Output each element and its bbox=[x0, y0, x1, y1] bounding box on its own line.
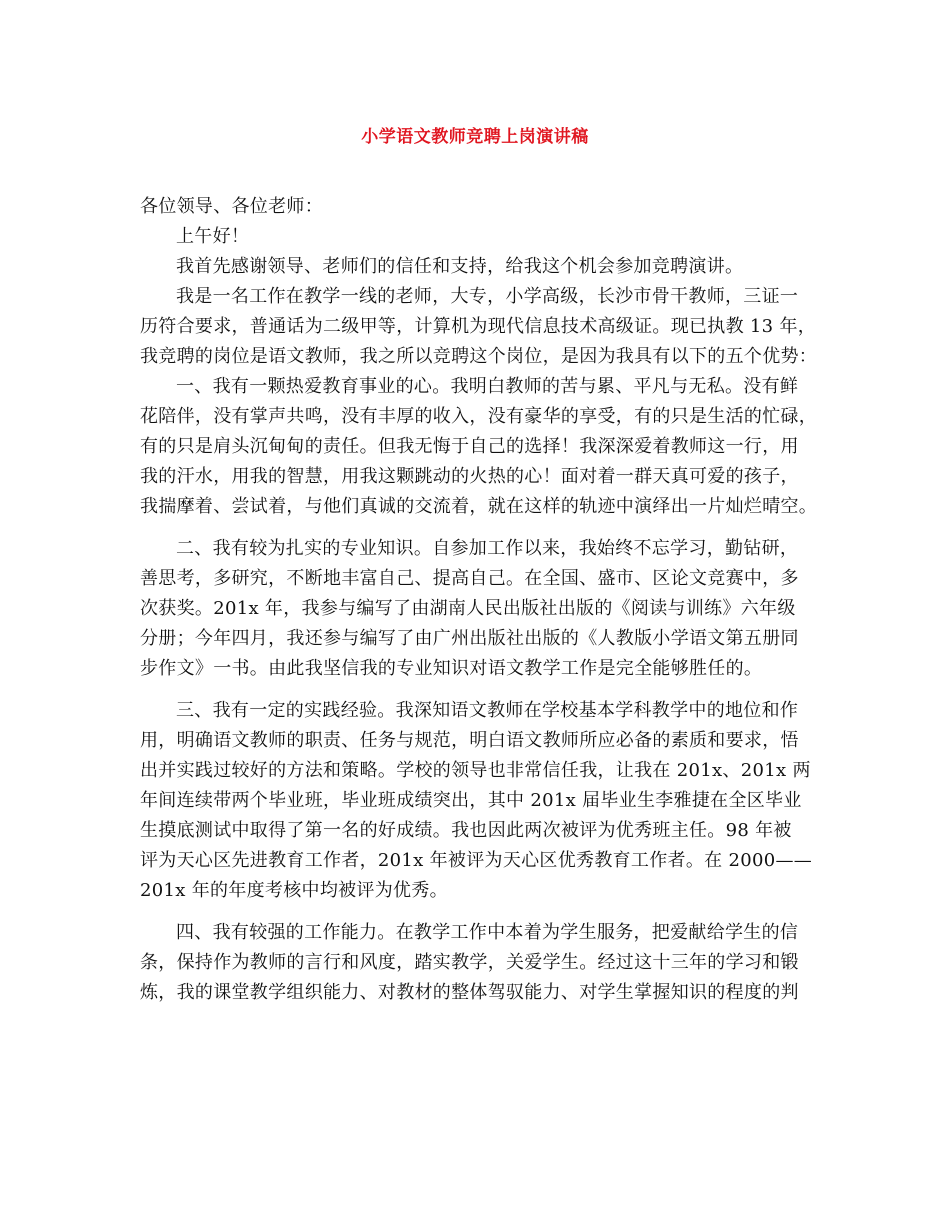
text-line: 我揣摩着、尝试着，与他们真诚的交流着，就在这样的轨迹中演绎出一片灿烂晴空。 bbox=[140, 496, 818, 517]
text-line: 出并实践过较好的方法和策略。学校的领导也非常信任我，让我在 201x、201x 两 bbox=[140, 760, 811, 781]
text-line: 次获奖。201x 年，我参与编写了由湖南人民出版社出版的《阅读与训练》六年级 bbox=[140, 598, 796, 619]
document-body bbox=[140, 192, 830, 1008]
text-line: 炼，我的课堂教学组织能力、对教材的整体驾驭能力、对学生掌握知识的程度的判 bbox=[140, 982, 799, 1003]
text-line: 步作文》一书。由此我坚信我的专业知识对语文教学工作是完全能够胜任的。 bbox=[140, 658, 763, 679]
paragraph-gap bbox=[140, 684, 830, 696]
text-line: 一、我有一颗热爱教育事业的心。我明白教师的苦与累、平凡与无私。没有鲜 bbox=[176, 376, 799, 397]
text-line: 201x 年的年度考核中均被评为优秀。 bbox=[140, 880, 448, 901]
text-line: 分册；今年四月，我还参与编写了由广州出版社出版的《人教版小学语文第五册同 bbox=[140, 628, 799, 649]
paragraph-gap bbox=[140, 906, 830, 918]
text-line: 有的只是肩头沉甸甸的责任。但我无悔于自己的选择！我深深爱着教师这一行，用 bbox=[140, 436, 799, 457]
document-title: 小学语文教师竞聘上岗演讲稿 bbox=[361, 127, 589, 147]
text-line: 三、我有一定的实践经验。我深知语文教师在学校基本学科教学中的地位和作 bbox=[176, 700, 799, 721]
text-line: 二、我有较为扎实的专业知识。自参加工作以来，我始终不忘学习，勤钻研， bbox=[176, 538, 799, 559]
text-line: 我是一名工作在教学一线的老师，大专，小学高级，长沙市骨干教师，三证一 bbox=[176, 286, 799, 307]
text-line: 花陪伴，没有掌声共鸣，没有丰厚的收入，没有豪华的享受，有的只是生活的忙碌， bbox=[140, 406, 818, 427]
text-line: 历符合要求，普通话为二级甲等，计算机为现代信息技术高级证。现已执教 13 年， bbox=[140, 316, 817, 337]
text-line: 评为天心区先进教育工作者，201x 年被评为天心区优秀教育工作者。在 2000—— bbox=[140, 850, 813, 871]
text-line: 四、我有较强的工作能力。在教学工作中本着为学生服务，把爱献给学生的信 bbox=[176, 922, 799, 943]
text-line: 用，明确语文教师的职责、任务与规范，明白语文教师所应必备的素质和要求，悟 bbox=[140, 730, 799, 751]
text-line: 各位领导、各位老师： bbox=[140, 196, 323, 217]
text-line: 善思考，多研究，不断地丰富自己、提高自己。在全国、盛市、区论文竞赛中，多 bbox=[140, 568, 799, 589]
text-line: 年间连续带两个毕业班，毕业班成绩突出，其中 201x 届毕业生李雅捷在全区毕业 bbox=[140, 790, 802, 811]
text-line: 生摸底测试中取得了第一名的好成绩。我也因此两次被评为优秀班主任。98 年被 bbox=[140, 820, 792, 841]
text-line: 我的汗水，用我的智慧，用我这颗跳动的火热的心！面对着一群天真可爱的孩子， bbox=[140, 466, 799, 487]
paragraph-gap bbox=[140, 522, 830, 534]
text-line: 我首先感谢领导、老师们的信任和支持，给我这个机会参加竞聘演讲。 bbox=[176, 256, 744, 277]
text-line: 上午好！ bbox=[176, 226, 250, 247]
text-line: 我竞聘的岗位是语文教师，我之所以竞聘这个岗位，是因为我具有以下的五个优势： bbox=[140, 346, 818, 367]
text-line: 条，保持作为教师的言行和风度，踏实教学，关爱学生。经过这十三年的学习和锻 bbox=[140, 952, 799, 973]
